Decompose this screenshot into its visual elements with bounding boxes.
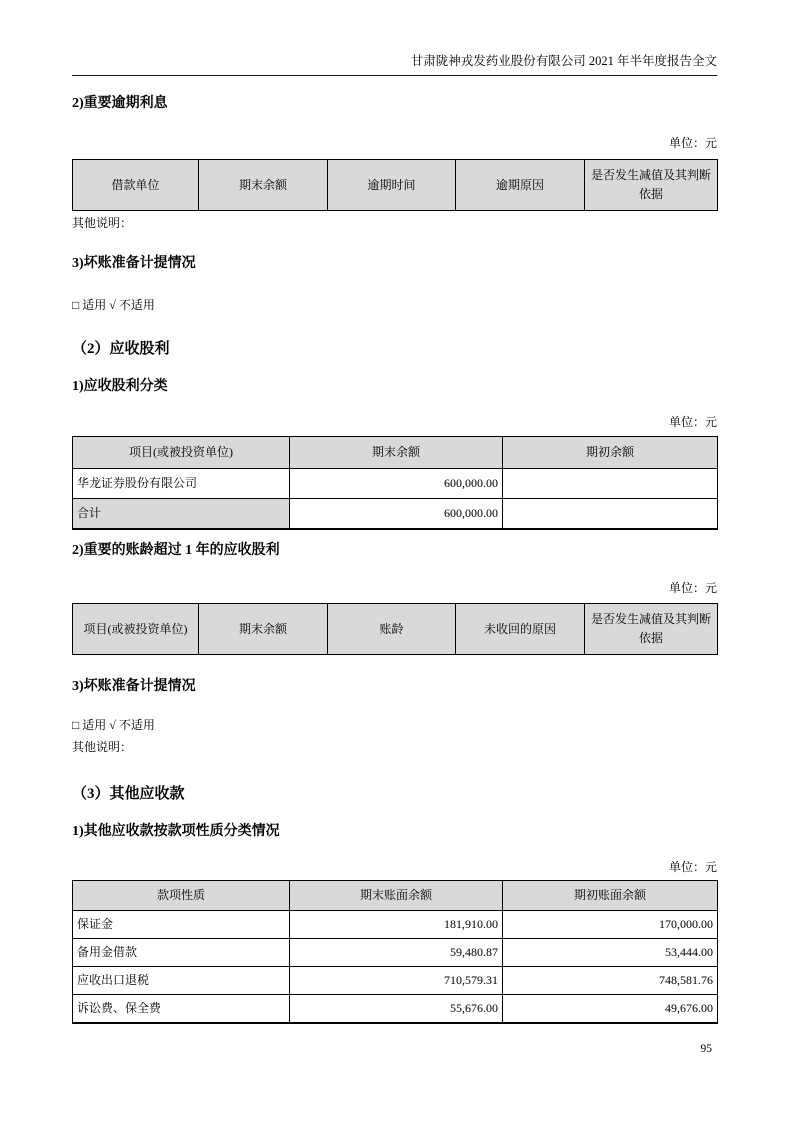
- header-cell-overdue-time: 逾期时间: [328, 160, 456, 211]
- beginning-balance-cell: 170,000.00: [503, 911, 718, 939]
- section-title-other-receivables: （3）其他应收款: [72, 786, 185, 802]
- other-notes-label: 其他说明：: [72, 740, 133, 754]
- beginning-balance-cell: 53,444.00: [503, 939, 718, 967]
- table-header-row: [73, 881, 718, 911]
- total-label-cell: 合计: [73, 499, 290, 530]
- table-row: [73, 911, 718, 939]
- table-row: [73, 967, 718, 995]
- header-cell-nature: 款项性质: [73, 881, 290, 911]
- unit-label: 单位：元: [668, 136, 717, 150]
- nature-cell: 备用金借款: [73, 939, 290, 967]
- header-cell-unrecovered-reason: 未收回的原因: [456, 604, 585, 655]
- header-cell-item: 项目(或被投资单位): [73, 604, 199, 655]
- header-cell-overdue-reason: 逾期原因: [456, 160, 585, 211]
- unit-label: 单位：元: [668, 860, 717, 874]
- section-title-bad-debt-provision-2: 3)坏账准备计提情况: [72, 679, 196, 694]
- ending-balance-cell: 600,000.00: [290, 469, 503, 499]
- ending-balance-cell: 59,480.87: [290, 939, 503, 967]
- beginning-balance-cell: [503, 499, 718, 530]
- nature-cell: 保证金: [73, 911, 290, 939]
- table-row: [73, 939, 718, 967]
- header-cell-borrower: 借款单位: [73, 160, 199, 211]
- item-cell: 华龙证券股份有限公司: [73, 469, 290, 499]
- section-title-overdue-interest: 2)重要逾期利息: [72, 96, 168, 111]
- header-cell-ending-balance: 期末余额: [290, 437, 503, 469]
- table-other-receivables: [72, 880, 718, 1024]
- ending-balance-cell: 710,579.31: [290, 967, 503, 995]
- header-cell-beginning-balance: 期初余额: [503, 437, 718, 469]
- nature-cell: 诉讼费、保全费: [73, 995, 290, 1024]
- header-cell-impairment-basis: 是否发生减值及其判断依据: [585, 160, 718, 211]
- header-cell-impairment-basis: 是否发生减值及其判断依据: [585, 604, 718, 655]
- section-title-dividends-classification: 1)应收股利分类: [72, 379, 168, 394]
- table-row: [73, 469, 718, 499]
- applicability-line: □ 适用 √ 不适用: [72, 718, 155, 732]
- header-cell-ending-balance: 期末余额: [199, 604, 328, 655]
- unit-label: 单位：元: [668, 415, 717, 429]
- page-number: 95: [700, 1043, 712, 1055]
- section-title-aged-dividends: 2)重要的账龄超过 1 年的应收股利: [72, 543, 280, 558]
- section-title-dividends-receivable: （2）应收股利: [72, 341, 170, 357]
- beginning-balance-cell: [503, 469, 718, 499]
- header-cell-ending-book-balance: 期末账面余额: [290, 881, 503, 911]
- table-row-total: [73, 499, 718, 530]
- beginning-balance-cell: 49,676.00: [503, 995, 718, 1024]
- table-overdue-interest: [72, 159, 718, 211]
- other-notes-label: 其他说明：: [72, 216, 133, 230]
- table-aged-dividends: [72, 603, 718, 655]
- section-title-bad-debt-provision-1: 3)坏账准备计提情况: [72, 256, 196, 271]
- table-header-row: [73, 604, 718, 655]
- header-cell-aging: 账龄: [328, 604, 456, 655]
- header-cell-ending-balance: 期末余额: [199, 160, 328, 211]
- header-cell-beginning-book-balance: 期初账面余额: [503, 881, 718, 911]
- ending-balance-cell: 600,000.00: [290, 499, 503, 530]
- header-cell-item: 项目(或被投资单位): [73, 437, 290, 469]
- table-header-row: [73, 437, 718, 469]
- table-header-row: [73, 160, 718, 211]
- ending-balance-cell: 181,910.00: [290, 911, 503, 939]
- ending-balance-cell: 55,676.00: [290, 995, 503, 1024]
- section-title-other-receivables-classification: 1)其他应收款按款项性质分类情况: [72, 824, 280, 839]
- table-row: [73, 995, 718, 1024]
- unit-label: 单位：元: [668, 581, 717, 595]
- nature-cell: 应收出口退税: [73, 967, 290, 995]
- table-dividends: [72, 436, 718, 530]
- beginning-balance-cell: 748,581.76: [503, 967, 718, 995]
- report-header-title: 甘肃陇神戎发药业股份有限公司 2021 年半年度报告全文: [72, 53, 717, 76]
- applicability-line: □ 适用 √ 不适用: [72, 298, 155, 312]
